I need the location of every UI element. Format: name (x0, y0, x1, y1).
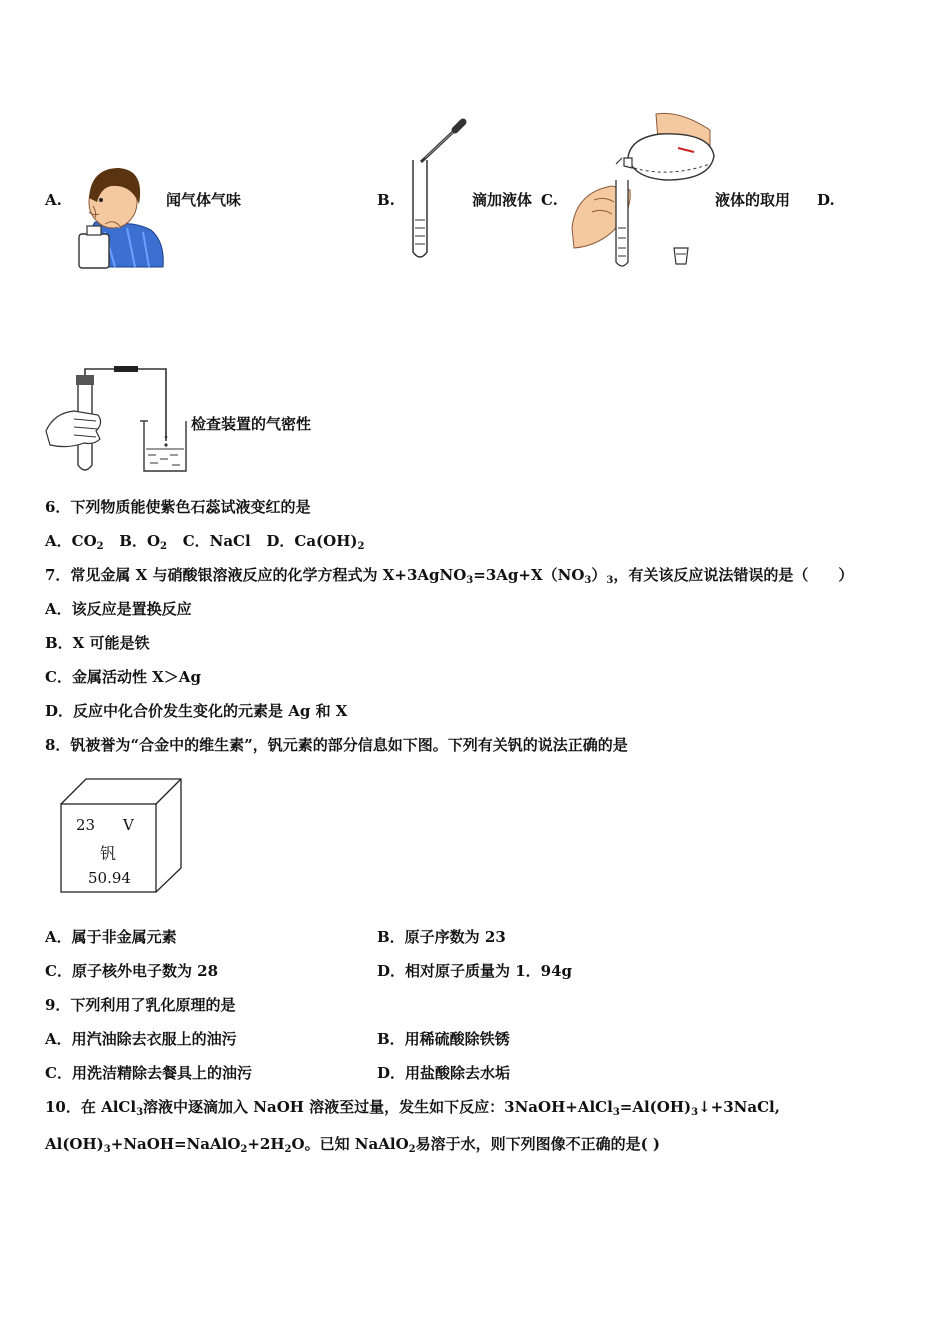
option-a-label: A. (45, 191, 62, 209)
q6-option-d: D．Ca(OH) (266, 532, 358, 550)
element-name: 钒 (100, 844, 117, 863)
q7-option-c: C．金属活动性 X＞Ag (45, 668, 201, 686)
element-card-vanadium (60, 778, 182, 893)
dropper-test-tube-illustration (405, 120, 475, 265)
q6-option-a: A．CO (45, 532, 97, 550)
option-d-text: 检查装置的气密性 (191, 415, 312, 433)
element-atomic-number: 23 (76, 816, 96, 834)
airtightness-check-illustration (44, 365, 194, 477)
q6-options: A．$CO_2$ B．$O_2$ C．NaCl D．$Ca(OH)_2$ (45, 532, 365, 552)
q9-stem: 9．下列利用了乳化原理的是 (45, 996, 236, 1014)
option-b-text: 滴加液体 (472, 191, 533, 209)
option-b-label: B. (377, 191, 395, 209)
q7-option-a: A．该反应是置换反应 (45, 600, 192, 618)
q8-option-d: D．相对原子质量为 1．94g (377, 962, 573, 980)
q9-option-c: C．用洗洁精除去餐具上的油污 (45, 1064, 252, 1082)
q10-stem-line1: 10．在 AlCl$_3$溶液中逐滴加入 NaOH 溶液至过量，发生如下反应：$3NaOH+AlCl_3=Al(OH)_3↓+3NaCl$, (45, 1098, 780, 1118)
q7-stem: 7．常见金属 X 与硝酸银溶液反应的化学方程式为 $X+3AgNO_3=3Ag+X(NO_3)_3$，有关该反应说法错误的是（ ） (45, 566, 854, 586)
smelling-gas-illustration (75, 162, 167, 270)
q10-stem-line2: $Al(OH)_3+NaOH=NaAlO_2+2H_2O$。已知 NaAlO$_2$易溶于水，则下列图像不正确的是( ) (45, 1135, 661, 1155)
q6-option-b: B．O (119, 532, 161, 550)
q7-option-d: D．反应中化合价发生变化的元素是 Ag 和 X (45, 702, 348, 720)
q8-option-c: C．原子核外电子数为 28 (45, 962, 219, 980)
q8-option-a: A．属于非金属元素 (45, 928, 177, 946)
q6-option-c: C．NaCl (182, 532, 251, 550)
option-c-label: C. (541, 191, 558, 209)
q9-option-a: A．用汽油除去衣服上的油污 (45, 1030, 237, 1048)
element-symbol: V (123, 816, 134, 834)
option-d-label: D. (817, 191, 835, 209)
option-a-text: 闻气体气味 (166, 191, 242, 209)
pouring-liquid-illustration (570, 108, 720, 270)
q9-option-b: B．用稀硫酸除铁锈 (377, 1030, 510, 1048)
option-c-text: 液体的取用 (715, 191, 791, 209)
q9-option-d: D．用盐酸除去水垢 (377, 1064, 511, 1082)
q7-option-b: B．X 可能是铁 (45, 634, 150, 652)
q8-stem: 8．钒被誉为“合金中的维生素”，钒元素的部分信息如下图。下列有关钒的说法正确的是 (45, 736, 628, 754)
q6-stem: 6．下列物质能使紫色石蕊试液变红的是 (45, 498, 311, 516)
element-atomic-mass: 50.94 (88, 869, 131, 887)
q8-option-b: B．原子序数为 23 (377, 928, 506, 946)
